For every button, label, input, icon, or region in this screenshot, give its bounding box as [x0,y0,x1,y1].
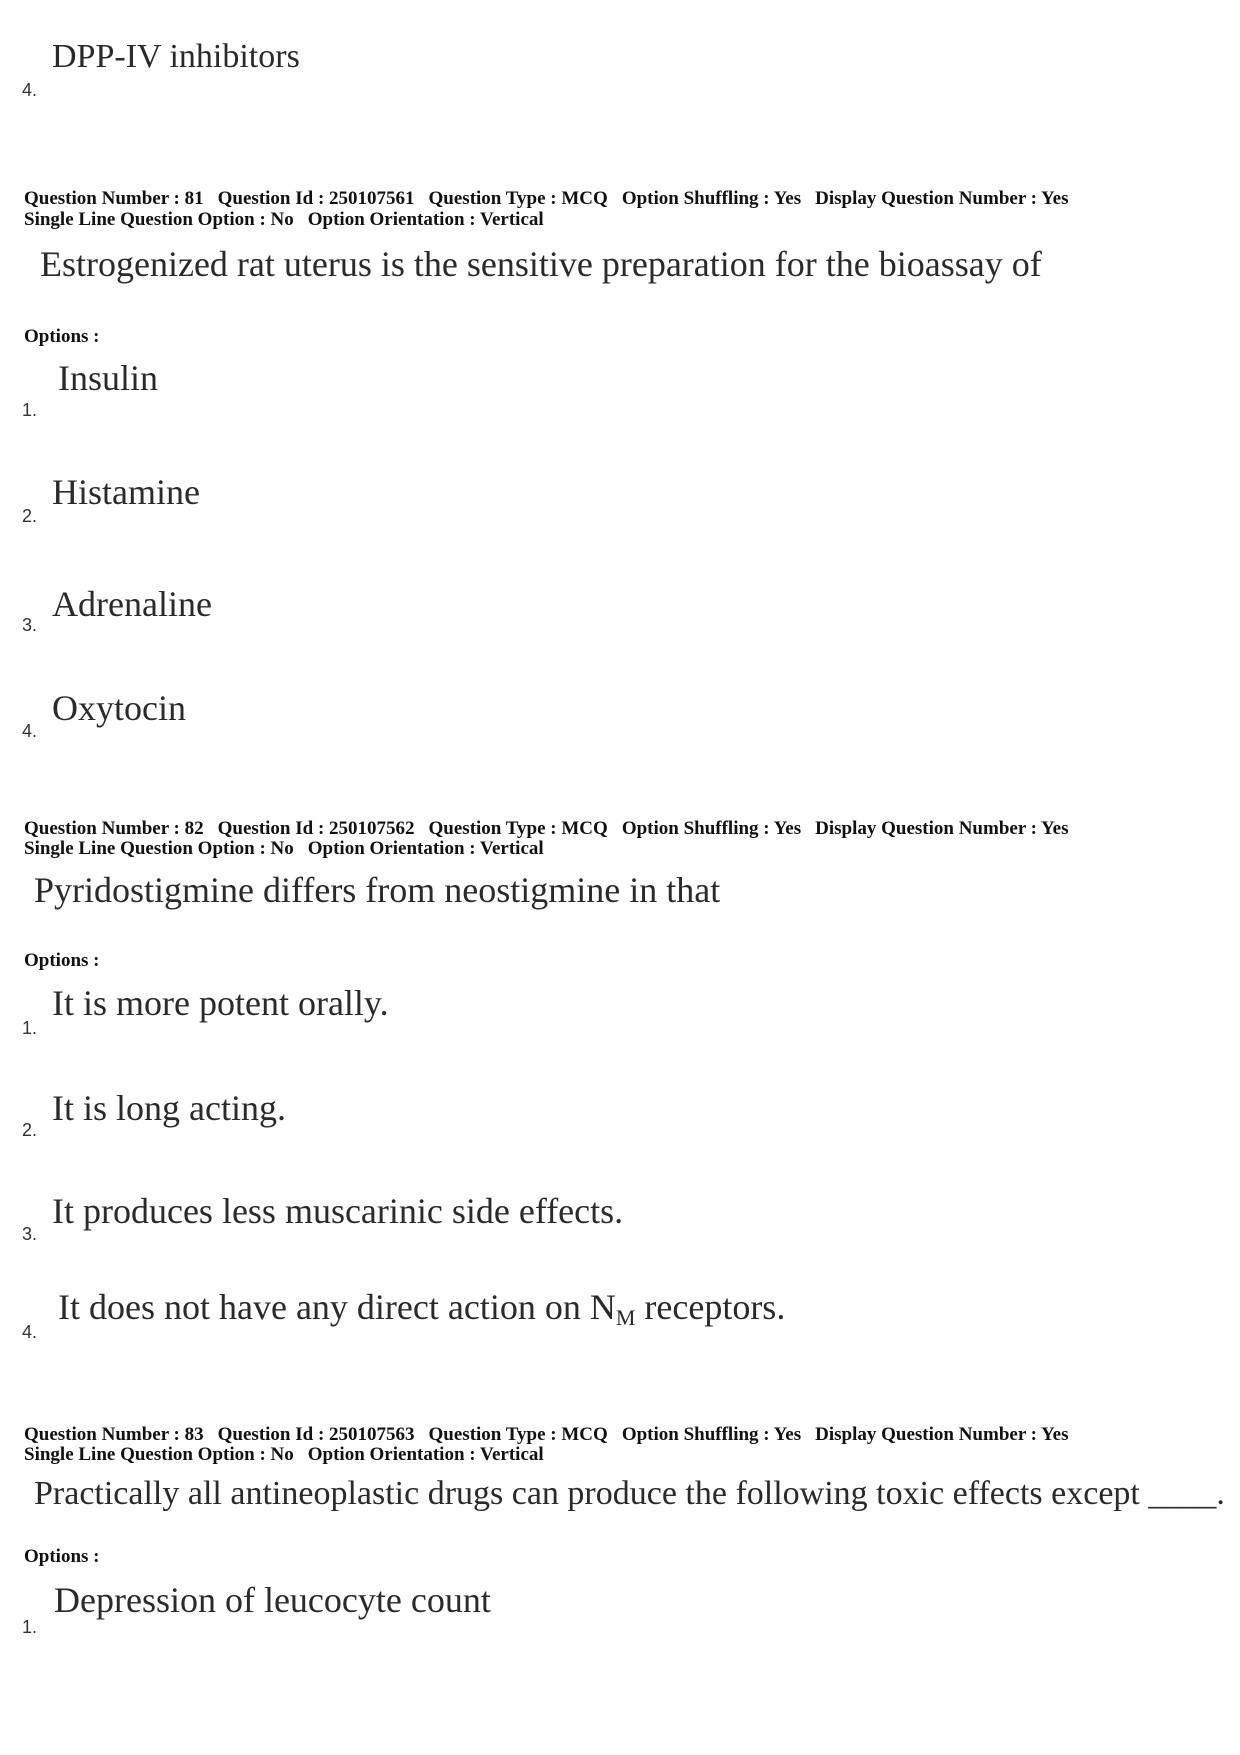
option-number: 4. [22,80,38,100]
option-text: It produces less muscarinic side effects. [52,1191,624,1231]
option-text: It does not have any direct action on $N_M$ receptors. [58,1287,786,1330]
option-number: 2. [22,1120,38,1140]
question-meta-line-1: Question Number : 81 Question Id : 250107561 Question Type : MCQ Option Shuffling : Yes Display Question Number : Yes [24,188,1069,209]
question-meta-line-1: Question Number : 82 Question Id : 250107562 Question Type : MCQ Option Shuffling : Yes Display Question Number : Yes [24,818,1069,839]
option-number: 1. [22,400,38,420]
option-text: It is long acting. [52,1088,286,1128]
option-number: 1. [22,1018,38,1038]
question-text: Estrogenized rat uterus is the sensitive preparation for the bioassay of [40,244,1042,284]
question-meta-line-2: Single Line Question Option : No Option Orientation : Vertical [24,838,544,859]
option-text: Histamine [52,472,200,512]
option-number: 1. [22,1617,38,1637]
option-text: Insulin [58,358,159,398]
option-number: 3. [22,615,38,635]
question-text: Practically all antineoplastic drugs can produce the following toxic effects except ____. [34,1475,1225,1512]
option-text: DPP-IV inhibitors [52,38,300,75]
options-label: Options : [24,326,100,347]
question-meta-line-2: Single Line Question Option : No Option Orientation : Vertical [24,209,544,230]
question-meta-line-2: Single Line Question Option : No Option Orientation : Vertical [24,1444,544,1465]
option-number: 4. [22,1322,38,1342]
option-number: 3. [22,1224,38,1244]
question-meta-line-1: Question Number : 83 Question Id : 250107563 Question Type : MCQ Option Shuffling : Yes Display Question Number : Yes [24,1424,1069,1445]
option-number: 2. [22,506,38,526]
option-number: 4. [22,721,38,741]
question-text: Pyridostigmine differs from neostigmine in that [34,870,721,910]
option-text: Depression of leucocyte count [54,1580,491,1620]
options-label: Options : [24,1546,100,1567]
option-text: Oxytocin [52,688,186,728]
option-text: Adrenaline [52,584,212,624]
option-text: It is more potent orally. [52,983,389,1023]
options-label: Options : [24,950,100,971]
